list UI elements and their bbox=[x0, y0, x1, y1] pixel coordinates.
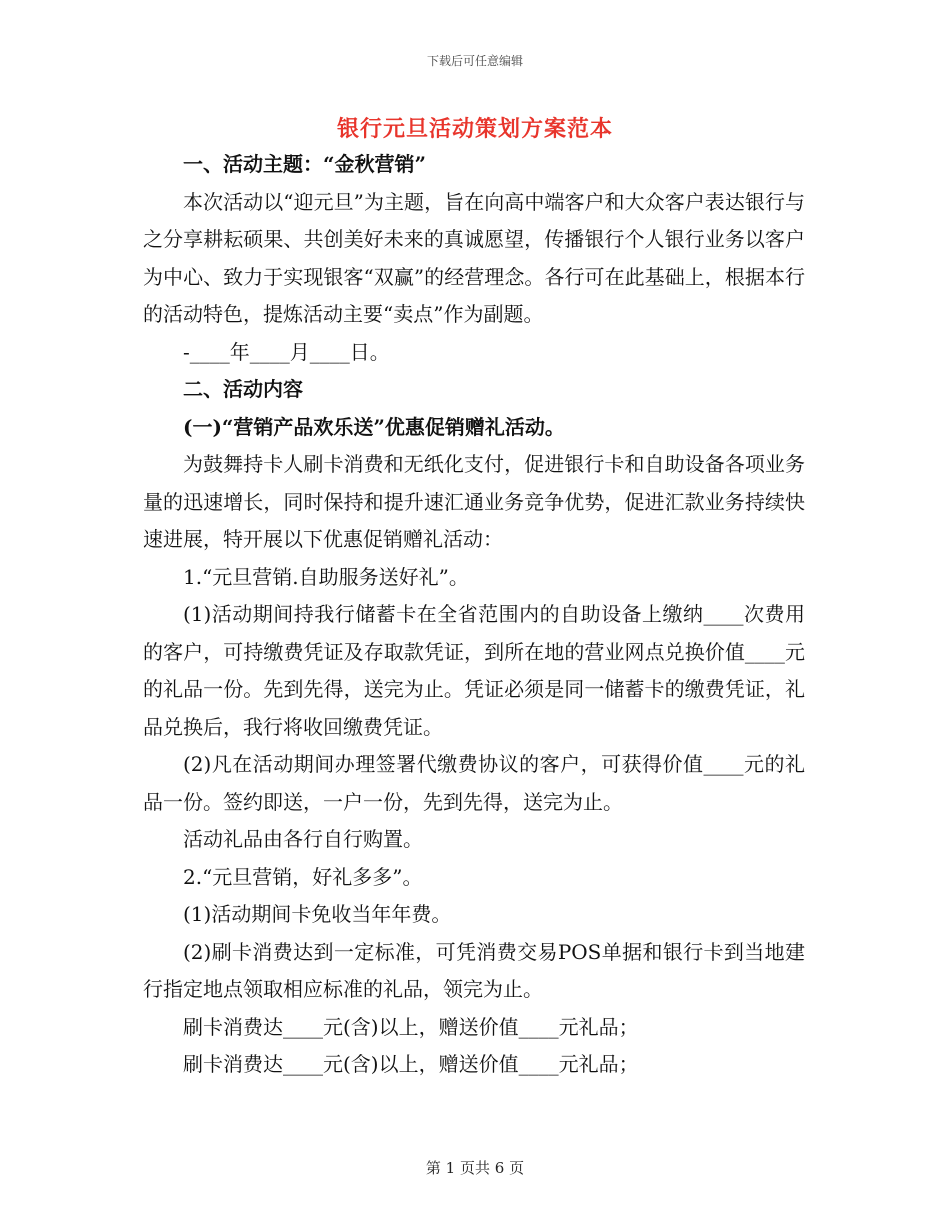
document-title: 银行元旦活动策划方案范本 bbox=[336, 116, 613, 142]
paragraph: -____年____月____日。 bbox=[183, 339, 390, 364]
paragraph: 活动礼品由各行自行购置。 bbox=[183, 827, 423, 851]
list-item: (2)刷卡消费达到一定标准，可凭消费交易POS单据和银行卡到当地建行指定地点领取相应标准的礼品，领完为止。 bbox=[143, 939, 805, 1001]
header-note: 下载后可任意编辑 bbox=[426, 54, 523, 68]
list-item: (1)活动期间卡免收当年年费。 bbox=[183, 902, 452, 926]
paragraph: 为鼓舞持卡人刷卡消费和无纸化支付，促进银行卡和自助设备各项业务量的迅速增长，同时保持和提升速汇通业务竞争优势，促进汇款业务持续快速进展，特开展以下优惠促销赠礼活动： bbox=[143, 452, 805, 551]
section-heading: 一、活动主题：“金秋营销” bbox=[183, 152, 427, 176]
section-heading: 二、活动内容 bbox=[183, 377, 303, 401]
list-item: 2.“元旦营销，好礼多多”。 bbox=[183, 864, 423, 889]
subsection-heading: (一)“营销产品欢乐送”优惠促销赠礼活动。 bbox=[183, 414, 565, 439]
paragraph: 本次活动以“迎元旦”为主题，旨在向高中端客户和大众客户表达银行与之分享耕耘硕果、共创美好未来的真诚愿望，传播银行个人银行业务以客户为中心、致力于实现银客“双赢”的经营理念。各行可在此基础上，根据本行的活动特色，提炼活动主要“卖点”作为副题。 bbox=[143, 189, 805, 326]
document-body bbox=[143, 146, 805, 1084]
list-item: 1.“元旦营销.自助服务送好礼”。 bbox=[183, 564, 469, 589]
list-item: (1)活动期间持我行储蓄卡在全省范围内的自助设备上缴纳____次费用的客户，可持缴费凭证及存取款凭证，到所在地的营业网点兑换价值____元的礼品一份。先到先得，送完为止。凭证必须是同一储蓄卡的缴费凭证，礼品兑换后，我行将收回缴费凭证。 bbox=[143, 602, 805, 739]
list-item: (2)凡在活动期间办理签署代缴费协议的客户，可获得价值____元的礼品一份。签约即送，一户一份，先到先得，送完为止。 bbox=[143, 752, 805, 814]
paragraph: 刷卡消费达____元(含)以上，赠送价值____元礼品； bbox=[183, 1014, 639, 1039]
paragraph: 刷卡消费达____元(含)以上，赠送价值____元礼品； bbox=[183, 1052, 639, 1076]
page-number: 第 1 页共 6 页 bbox=[425, 1159, 525, 1177]
